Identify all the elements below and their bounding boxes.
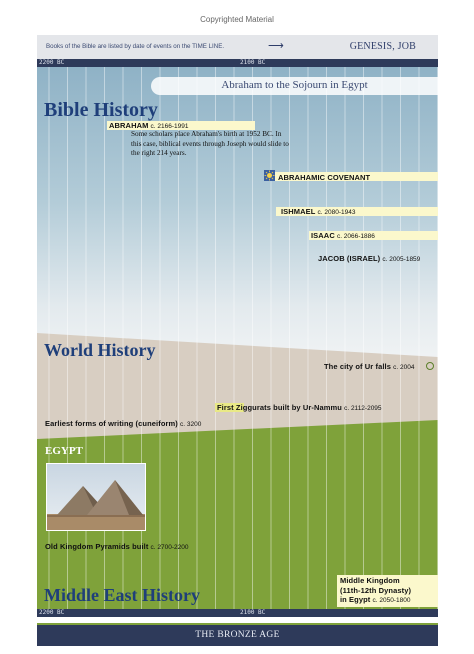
kingdom-line1: Middle Kingdom (340, 576, 400, 585)
copyright-notice: Copyrighted Material (200, 15, 274, 24)
egypt-label: EGYPT (45, 445, 83, 457)
timeline-note: Books of the Bible are listed by date of events on the TIME LINE. (46, 43, 225, 50)
abraham-note: Some scholars place Abraham's birth at 1952 BC. In this case, biblical events through Joseph would slide to the right 214 years. (131, 130, 289, 157)
writing-event (45, 419, 201, 429)
era-title: Abraham to the Sojourn in Egypt (221, 79, 368, 91)
timeline-page (37, 35, 438, 646)
ishmael-date: c. 2080-1943 (317, 209, 356, 216)
covenant-event (278, 173, 370, 182)
bronze-age-label: THE BRONZE AGE (195, 630, 280, 640)
ishmael-name: ISHMAEL (281, 207, 316, 216)
ur-date: c. 2004 (393, 364, 415, 371)
ruler-label-mid: 2100 BC (240, 59, 266, 66)
jacob-event (318, 254, 420, 264)
ur-text: The city of Ur falls (324, 362, 392, 371)
abraham-date: c. 2166-1991 (150, 123, 189, 130)
bottom-ruler-label-mid: 2100 BC (240, 609, 266, 616)
book-title: GENESIS, JOB (349, 41, 416, 52)
bible-history-title: Bible History (44, 99, 158, 121)
middle-kingdom-event (340, 576, 411, 606)
world-history-title: World History (44, 340, 156, 360)
pyramids-text: Old Kingdom Pyramids built (45, 542, 149, 551)
bottom-ruler-label-left: 2200 BC (39, 609, 65, 616)
isaac-date: c. 2066-1886 (336, 233, 375, 240)
ziggurat-event (217, 403, 382, 413)
writing-date: c. 3200 (179, 421, 202, 428)
kingdom-line2: (11th-12th Dynasty) (340, 585, 412, 595)
ziggurat-text: First Ziggurats built by Ur-Nammu (217, 403, 342, 412)
pyramids-date: c. 2700-2200 (150, 544, 189, 551)
middle-east-history-title: Middle East History (44, 585, 200, 605)
circle-marker-icon (426, 362, 434, 370)
jacob-date: c. 2005-1859 (382, 256, 421, 263)
pyramids-photo (46, 463, 146, 531)
ziggurat-date: c. 2112-2095 (344, 405, 382, 412)
sunburst-icon (264, 170, 275, 181)
bottom-spacer (37, 617, 438, 623)
ur-event (324, 362, 414, 372)
isaac-event (311, 231, 375, 241)
kingdom-line3: in Egypt (340, 595, 371, 604)
writing-text: Earliest forms of writing (cuneiform) (45, 419, 178, 428)
jacob-name: JACOB (ISRAEL) (318, 254, 381, 263)
top-ruler (37, 59, 438, 67)
covenant-label: ABRAHAMIC COVENANT (278, 173, 371, 182)
abraham-name: ABRAHAM (109, 121, 149, 130)
arrow-right-icon: ⟶ (268, 40, 284, 52)
kingdom-date: c. 2050-1800 (372, 597, 411, 604)
ruler-label-left: 2200 BC (39, 59, 65, 66)
bottom-ruler (37, 609, 438, 617)
pyramids-event (45, 542, 189, 552)
ishmael-event (281, 207, 356, 217)
isaac-name: ISAAC (311, 231, 335, 240)
